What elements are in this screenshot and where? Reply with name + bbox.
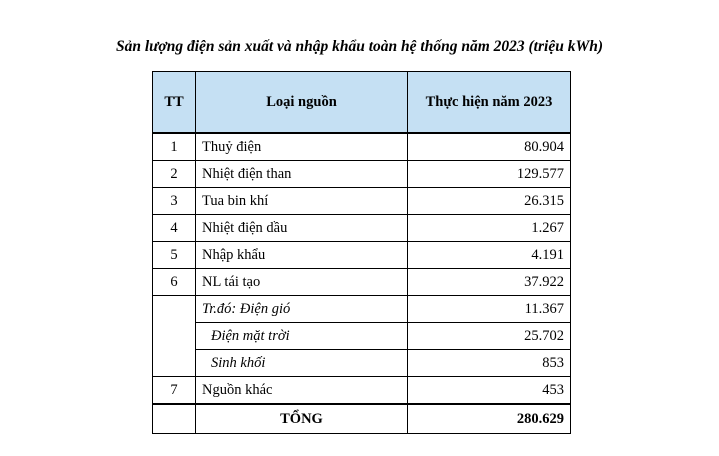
table-title: Sản lượng điện sản xuất và nhập khẩu toàn hệ thống năm 2023 (triệu kWh): [115, 38, 604, 55]
row-value: 453: [408, 377, 571, 405]
total-label: TỔNG: [196, 404, 408, 434]
row-name: Nguồn khác: [196, 377, 408, 405]
row-name: NL tái tạo: [196, 269, 408, 296]
row-tt: 4: [153, 215, 196, 242]
total-row: [153, 404, 571, 434]
table-row: [153, 215, 571, 242]
table-row-sub: [153, 296, 571, 323]
table-row-sub: [153, 323, 571, 350]
row-name: Nhiệt điện dầu: [196, 215, 408, 242]
row-tt: [153, 323, 196, 350]
electricity-table: [152, 71, 571, 434]
row-tt: [153, 350, 196, 377]
table-row: [153, 269, 571, 296]
table-row: [153, 377, 571, 405]
row-tt: 6: [153, 269, 196, 296]
row-value: 1.267: [408, 215, 571, 242]
row-value: 25.702: [408, 323, 571, 350]
row-tt: 2: [153, 161, 196, 188]
row-tt: 7: [153, 377, 196, 405]
row-value: 26.315: [408, 188, 571, 215]
header-source: Loại nguồn: [196, 72, 408, 134]
table-row: [153, 188, 571, 215]
table-row: [153, 133, 571, 161]
header-tt: TT: [153, 72, 196, 134]
table-row: [153, 242, 571, 269]
row-tt: [153, 296, 196, 323]
row-value: 80.904: [408, 133, 571, 161]
row-name: Tua bin khí: [196, 188, 408, 215]
header-row: [153, 72, 571, 134]
row-tt: 3: [153, 188, 196, 215]
total-tt: [153, 404, 196, 434]
row-name: Nhập khẩu: [196, 242, 408, 269]
row-tt: 5: [153, 242, 196, 269]
table-row: [153, 161, 571, 188]
row-value: 4.191: [408, 242, 571, 269]
total-value: 280.629: [408, 404, 571, 434]
row-value: 129.577: [408, 161, 571, 188]
table-row-sub: [153, 350, 571, 377]
row-name: Nhiệt điện than: [196, 161, 408, 188]
header-value: Thực hiện năm 2023: [408, 72, 571, 134]
row-name: Thuỷ điện: [196, 133, 408, 161]
row-name: Tr.đó: Điện gió: [196, 296, 408, 323]
row-name: Điện mặt trời: [196, 323, 408, 350]
row-tt: 1: [153, 133, 196, 161]
row-value: 37.922: [408, 269, 571, 296]
row-value: 11.367: [408, 296, 571, 323]
row-name: Sinh khối: [196, 350, 408, 377]
row-value: 853: [408, 350, 571, 377]
